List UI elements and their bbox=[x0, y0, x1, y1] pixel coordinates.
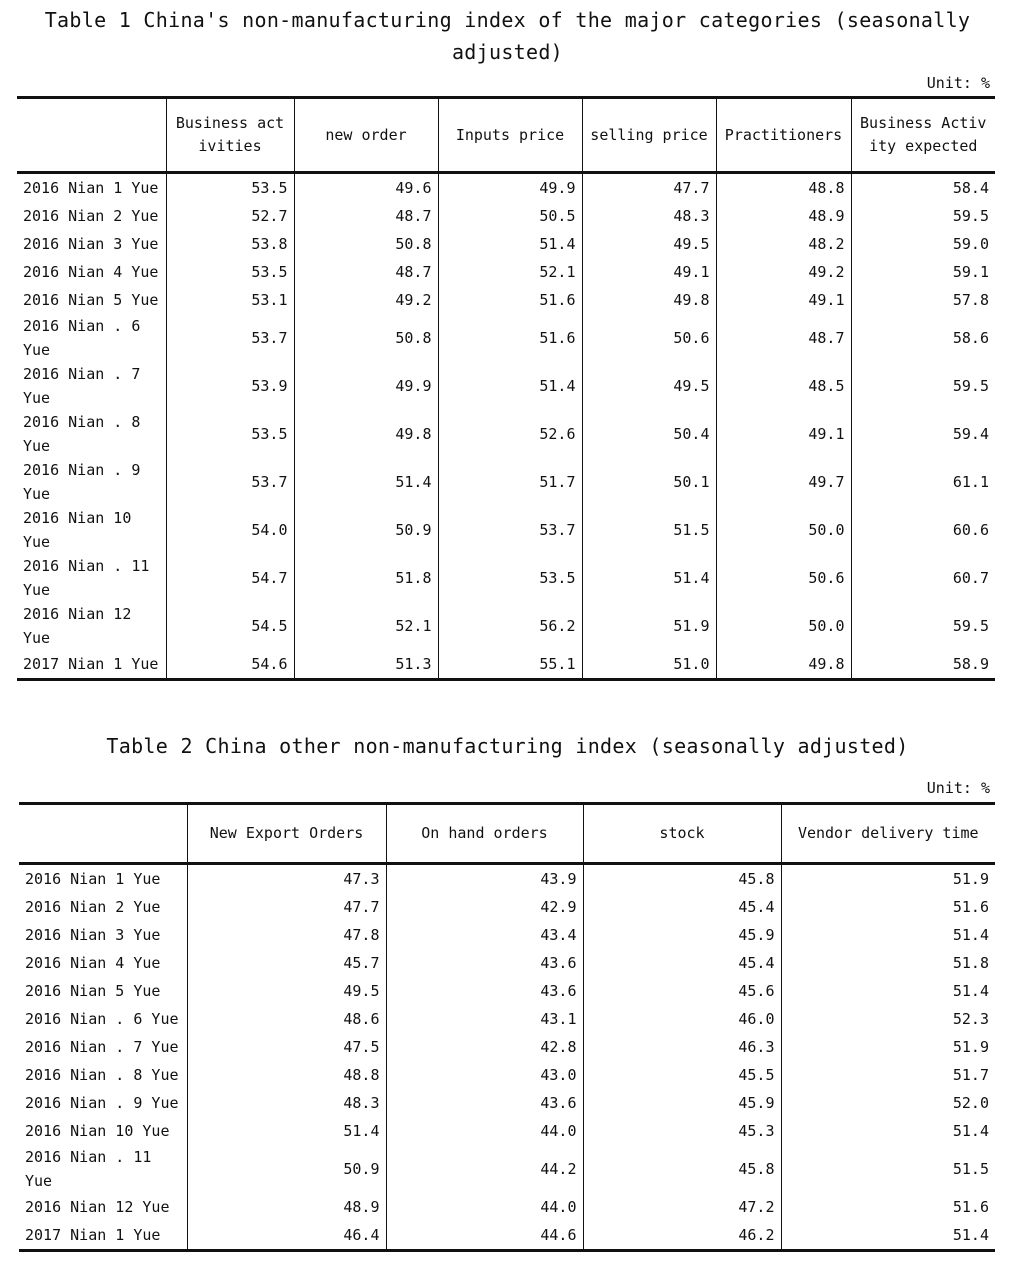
table-cell: 49.1 bbox=[716, 286, 851, 314]
table-cell: 51.7 bbox=[438, 458, 582, 506]
table-cell: 51.6 bbox=[781, 893, 995, 921]
table-cell: 43.4 bbox=[386, 921, 583, 949]
table-cell: 56.2 bbox=[438, 602, 582, 650]
row-label: 2016 Nian 1 Yue bbox=[23, 179, 159, 197]
table-cell: 49.5 bbox=[582, 230, 716, 258]
table-row bbox=[17, 602, 995, 650]
table-cell: 51.4 bbox=[438, 230, 582, 258]
table-cell: 59.5 bbox=[851, 362, 995, 410]
table-cell: 53.7 bbox=[438, 506, 582, 554]
table-cell: 51.9 bbox=[582, 602, 716, 650]
table-row bbox=[17, 554, 995, 602]
table-cell: 49.9 bbox=[294, 362, 438, 410]
table-cell: 44.0 bbox=[386, 1117, 583, 1145]
table-cell: 50.5 bbox=[438, 202, 582, 230]
table-cell: 43.6 bbox=[386, 949, 583, 977]
table-row bbox=[17, 258, 995, 286]
table-cell: 51.6 bbox=[438, 286, 582, 314]
table-cell: 46.0 bbox=[583, 1005, 781, 1033]
table-cell: 46.4 bbox=[187, 1221, 386, 1251]
table-cell: 43.0 bbox=[386, 1061, 583, 1089]
table-cell: 53.1 bbox=[166, 286, 294, 314]
table-cell: 58.4 bbox=[851, 173, 995, 203]
table-cell: 49.6 bbox=[294, 173, 438, 203]
row-label: 2016 Nian 4 Yue bbox=[23, 263, 159, 281]
table-row bbox=[19, 1061, 995, 1089]
table-cell: 60.7 bbox=[851, 554, 995, 602]
table-row bbox=[19, 921, 995, 949]
table-cell: 47.7 bbox=[187, 893, 386, 921]
table-cell: 52.1 bbox=[294, 602, 438, 650]
table-cell: 42.9 bbox=[386, 893, 583, 921]
table-row bbox=[19, 1193, 995, 1221]
table-row bbox=[19, 977, 995, 1005]
table-cell: 43.6 bbox=[386, 977, 583, 1005]
table-row bbox=[17, 506, 995, 554]
table-row bbox=[19, 893, 995, 921]
row-label: 2016 Nian . 8 Yue bbox=[23, 413, 141, 455]
table-cell: 51.4 bbox=[781, 921, 995, 949]
table-cell: 42.8 bbox=[386, 1033, 583, 1061]
table-cell: 51.4 bbox=[294, 458, 438, 506]
row-label: 2016 Nian . 11 Yue bbox=[25, 1148, 152, 1190]
row-label: 2016 Nian . 7 Yue bbox=[25, 1038, 179, 1056]
row-label: 2016 Nian . 6 Yue bbox=[25, 1010, 179, 1028]
table-cell: 51.4 bbox=[187, 1117, 386, 1145]
table-cell: 49.5 bbox=[582, 362, 716, 410]
table-cell: 54.7 bbox=[166, 554, 294, 602]
table-row bbox=[17, 286, 995, 314]
table-cell: 48.8 bbox=[716, 173, 851, 203]
table-cell: 49.1 bbox=[716, 410, 851, 458]
row-label: 2016 Nian . 7 Yue bbox=[23, 365, 141, 407]
table-cell: 49.2 bbox=[716, 258, 851, 286]
table2-header-on-hand-orders: On hand orders bbox=[386, 804, 583, 864]
table-cell: 45.3 bbox=[583, 1117, 781, 1145]
table-cell: 51.9 bbox=[781, 1033, 995, 1061]
table-cell: 54.0 bbox=[166, 506, 294, 554]
table-cell: 46.3 bbox=[583, 1033, 781, 1061]
table-cell: 45.8 bbox=[583, 864, 781, 894]
table-cell: 52.3 bbox=[781, 1005, 995, 1033]
table-cell: 53.7 bbox=[166, 314, 294, 362]
table2-header-stock: stock bbox=[583, 804, 781, 864]
row-label: 2016 Nian . 6 Yue bbox=[23, 317, 141, 359]
table2-header-vendor-delivery-time: Vendor delivery time bbox=[781, 804, 995, 864]
table-cell: 48.8 bbox=[187, 1061, 386, 1089]
table-cell: 49.8 bbox=[716, 650, 851, 680]
table-cell: 51.8 bbox=[781, 949, 995, 977]
table1-unit: Unit: % bbox=[926, 74, 990, 92]
table1-header-practitioners: Practitioners bbox=[716, 98, 851, 173]
table-cell: 45.5 bbox=[583, 1061, 781, 1089]
table-cell: 50.8 bbox=[294, 314, 438, 362]
table-cell: 54.6 bbox=[166, 650, 294, 680]
table-cell: 48.3 bbox=[582, 202, 716, 230]
row-label: 2016 Nian . 8 Yue bbox=[25, 1066, 179, 1084]
table-row bbox=[17, 410, 995, 458]
row-label: 2017 Nian 1 Yue bbox=[19, 1221, 187, 1251]
table-cell: 53.7 bbox=[166, 458, 294, 506]
table1-header-blank bbox=[17, 98, 166, 173]
table1-header-row bbox=[17, 98, 995, 173]
table-cell: 52.0 bbox=[781, 1089, 995, 1117]
table-cell: 45.7 bbox=[187, 949, 386, 977]
table-cell: 53.5 bbox=[438, 554, 582, 602]
table1-header-business-activity-expected: Business Activity expected bbox=[851, 98, 995, 173]
table-cell: 54.5 bbox=[166, 602, 294, 650]
table-cell: 48.5 bbox=[716, 362, 851, 410]
table-row bbox=[19, 1145, 995, 1193]
table-cell: 43.1 bbox=[386, 1005, 583, 1033]
row-label: 2016 Nian . 9 Yue bbox=[23, 461, 141, 503]
table-cell: 49.7 bbox=[716, 458, 851, 506]
table-cell: 58.6 bbox=[851, 314, 995, 362]
row-label: 2017 Nian 1 Yue bbox=[17, 650, 166, 680]
table-row bbox=[19, 949, 995, 977]
table-cell: 49.1 bbox=[582, 258, 716, 286]
table-cell: 51.4 bbox=[781, 1117, 995, 1145]
table-cell: 50.0 bbox=[716, 506, 851, 554]
table-cell: 46.2 bbox=[583, 1221, 781, 1251]
table-cell: 45.6 bbox=[583, 977, 781, 1005]
table-cell: 51.4 bbox=[781, 977, 995, 1005]
table-cell: 47.8 bbox=[187, 921, 386, 949]
table-cell: 51.6 bbox=[438, 314, 582, 362]
table-row bbox=[17, 230, 995, 258]
table-row bbox=[19, 1005, 995, 1033]
table-row bbox=[17, 458, 995, 506]
row-label: 2016 Nian . 11 Yue bbox=[23, 557, 150, 599]
table-row bbox=[17, 314, 995, 362]
table-cell: 51.4 bbox=[582, 554, 716, 602]
table-cell: 51.6 bbox=[781, 1193, 995, 1221]
table-cell: 49.2 bbox=[294, 286, 438, 314]
table-cell: 50.6 bbox=[582, 314, 716, 362]
table-cell: 52.1 bbox=[438, 258, 582, 286]
table-cell: 51.0 bbox=[582, 650, 716, 680]
table-row bbox=[19, 1117, 995, 1145]
table-cell: 50.9 bbox=[187, 1145, 386, 1193]
table-cell: 44.6 bbox=[386, 1221, 583, 1251]
table1-header-selling-price: selling price bbox=[582, 98, 716, 173]
table-cell: 45.9 bbox=[583, 921, 781, 949]
table1-header-business-activities: Business activities bbox=[166, 98, 294, 173]
table1-header-new-order: new order bbox=[294, 98, 438, 173]
table-cell: 48.9 bbox=[187, 1193, 386, 1221]
row-label: 2016 Nian 10 Yue bbox=[23, 509, 132, 551]
table-cell: 49.5 bbox=[187, 977, 386, 1005]
table-cell: 50.9 bbox=[294, 506, 438, 554]
table-row bbox=[17, 173, 995, 203]
table-cell: 44.0 bbox=[386, 1193, 583, 1221]
table-cell: 50.0 bbox=[716, 602, 851, 650]
table2-title: Table 2 China other non-manufacturing index (seasonally adjusted) bbox=[106, 734, 909, 758]
table-cell: 48.9 bbox=[716, 202, 851, 230]
table-cell: 43.6 bbox=[386, 1089, 583, 1117]
table-cell: 50.4 bbox=[582, 410, 716, 458]
table-cell: 59.5 bbox=[851, 202, 995, 230]
row-label: 2016 Nian 4 Yue bbox=[25, 954, 161, 972]
table-row bbox=[19, 1089, 995, 1117]
table-row bbox=[17, 202, 995, 230]
table-cell: 50.1 bbox=[582, 458, 716, 506]
table-cell: 47.3 bbox=[187, 864, 386, 894]
table-cell: 55.1 bbox=[438, 650, 582, 680]
table-cell: 50.6 bbox=[716, 554, 851, 602]
row-label: 2016 Nian . 9 Yue bbox=[25, 1094, 179, 1112]
table-cell: 51.9 bbox=[781, 864, 995, 894]
table-row bbox=[19, 1033, 995, 1061]
table-cell: 61.1 bbox=[851, 458, 995, 506]
table-cell: 48.6 bbox=[187, 1005, 386, 1033]
table-cell: 45.4 bbox=[583, 949, 781, 977]
table-row bbox=[17, 650, 995, 680]
table1 bbox=[17, 96, 995, 681]
table-cell: 51.5 bbox=[582, 506, 716, 554]
table-cell: 48.7 bbox=[716, 314, 851, 362]
table-cell: 51.4 bbox=[438, 362, 582, 410]
table-cell: 48.7 bbox=[294, 202, 438, 230]
row-label: 2016 Nian 2 Yue bbox=[25, 898, 161, 916]
table-cell: 44.2 bbox=[386, 1145, 583, 1193]
table-cell: 59.5 bbox=[851, 602, 995, 650]
table-cell: 48.7 bbox=[294, 258, 438, 286]
table-cell: 47.7 bbox=[582, 173, 716, 203]
table-cell: 43.9 bbox=[386, 864, 583, 894]
table-cell: 49.8 bbox=[582, 286, 716, 314]
table-cell: 53.5 bbox=[166, 258, 294, 286]
table-cell: 52.6 bbox=[438, 410, 582, 458]
table-cell: 49.8 bbox=[294, 410, 438, 458]
table-cell: 52.7 bbox=[166, 202, 294, 230]
row-label: 2016 Nian 3 Yue bbox=[25, 926, 161, 944]
table-cell: 45.9 bbox=[583, 1089, 781, 1117]
row-label: 2016 Nian 2 Yue bbox=[23, 207, 159, 225]
table2-header-new-export-orders: New Export Orders bbox=[187, 804, 386, 864]
table-cell: 51.7 bbox=[781, 1061, 995, 1089]
row-label: 2016 Nian 12 Yue bbox=[23, 605, 132, 647]
table-row bbox=[19, 864, 995, 894]
table-cell: 45.8 bbox=[583, 1145, 781, 1193]
table-cell: 49.9 bbox=[438, 173, 582, 203]
table-cell: 57.8 bbox=[851, 286, 995, 314]
row-label: 2016 Nian 3 Yue bbox=[23, 235, 159, 253]
table-cell: 51.5 bbox=[781, 1145, 995, 1193]
table-cell: 45.4 bbox=[583, 893, 781, 921]
table2-header-row bbox=[19, 804, 995, 864]
table-cell: 48.2 bbox=[716, 230, 851, 258]
row-label: 2016 Nian 10 Yue bbox=[25, 1122, 170, 1140]
table-cell: 60.6 bbox=[851, 506, 995, 554]
table1-header-inputs-price: Inputs price bbox=[438, 98, 582, 173]
table-cell: 53.5 bbox=[166, 410, 294, 458]
table-cell: 59.1 bbox=[851, 258, 995, 286]
table-cell: 51.3 bbox=[294, 650, 438, 680]
table-cell: 59.0 bbox=[851, 230, 995, 258]
table-cell: 58.9 bbox=[851, 650, 995, 680]
table-cell: 51.8 bbox=[294, 554, 438, 602]
table-row bbox=[19, 1221, 995, 1251]
table2-header-blank bbox=[19, 804, 187, 864]
table-cell: 53.8 bbox=[166, 230, 294, 258]
table-cell: 48.3 bbox=[187, 1089, 386, 1117]
table1-title: Table 1 China's non-manufacturing index of the major categories (seasonally adjusted) bbox=[44, 8, 971, 64]
table-row bbox=[17, 362, 995, 410]
row-label: 2016 Nian 5 Yue bbox=[23, 291, 159, 309]
row-label: 2016 Nian 1 Yue bbox=[25, 870, 161, 888]
row-label: 2016 Nian 5 Yue bbox=[25, 982, 161, 1000]
table-cell: 59.4 bbox=[851, 410, 995, 458]
table2 bbox=[19, 802, 995, 1252]
table2-unit: Unit: % bbox=[926, 779, 990, 797]
table-cell: 47.2 bbox=[583, 1193, 781, 1221]
table-cell: 51.4 bbox=[781, 1221, 995, 1251]
table-cell: 47.5 bbox=[187, 1033, 386, 1061]
table-cell: 50.8 bbox=[294, 230, 438, 258]
table-cell: 53.9 bbox=[166, 362, 294, 410]
table-cell: 53.5 bbox=[166, 173, 294, 203]
row-label: 2016 Nian 12 Yue bbox=[25, 1198, 170, 1216]
